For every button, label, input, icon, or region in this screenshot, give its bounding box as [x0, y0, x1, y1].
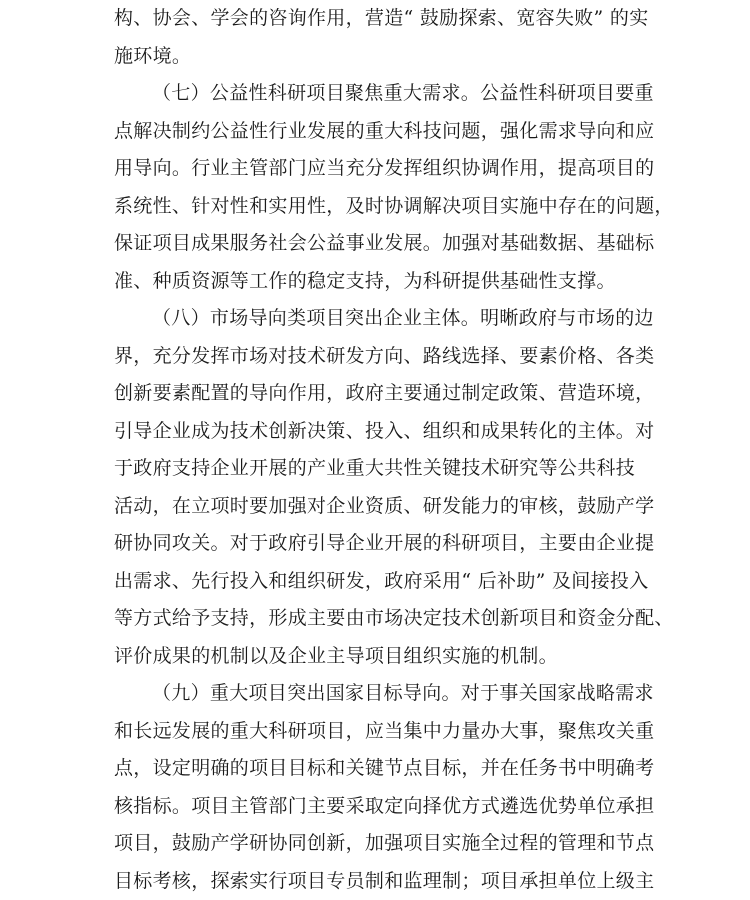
paragraph-heading-line: （八）市场导向类项目突出企业主体。明晰政府与市场的边 — [114, 300, 654, 338]
text-line: 活动，在立项时要加强对企业资质、研发能力的审核，鼓励产学 — [114, 488, 654, 526]
text-line: 和长远发展的重大科研项目，应当集中力量办大事，聚焦攻关重 — [114, 713, 654, 751]
paragraph-continuation — [114, 0, 654, 75]
text-line: 构、协会、学会的咨询作用，营造“ 鼓励探索、宽容失败” 的实 — [114, 0, 654, 38]
text-line: 保证项目成果服务社会公益事业发展。加强对基础数据、基础标 — [114, 225, 654, 263]
text-line: 点，设定明确的项目目标和关键节点目标，并在任务书中明确考 — [114, 750, 654, 788]
paragraph-heading-line: （七）公益性科研项目聚焦重大需求。公益性科研项目要重 — [114, 75, 654, 113]
text-line: 项目，鼓励产学研协同创新，加强项目实施全过程的管理和节点 — [114, 825, 654, 863]
text-line: 评价成果的机制以及企业主导项目组织实施的机制。 — [114, 638, 654, 676]
text-line: 点解决制约公益性行业发展的重大科技问题，强化需求导向和应 — [114, 113, 654, 151]
text-line: 核指标。项目主管部门主要采取定向择优方式遴选优势单位承担 — [114, 788, 654, 826]
text-line: 出需求、先行投入和组织研发，政府采用“ 后补助” 及间接投入 — [114, 563, 654, 601]
paragraph-heading-line: （九）重大项目突出国家目标导向。对于事关国家战略需求 — [114, 675, 654, 713]
text-line: 用导向。行业主管部门应当充分发挥组织协调作用，提高项目的 — [114, 150, 654, 188]
text-line: 准、种质资源等工作的稳定支持，为科研提供基础性支撑。 — [114, 263, 654, 301]
text-line: 施环境。 — [114, 38, 654, 76]
document-body — [114, 0, 654, 900]
text-line: 引导企业成为技术创新决策、投入、组织和成果转化的主体。对 — [114, 413, 654, 451]
paragraph-8 — [114, 300, 654, 675]
text-line: 研协同攻关。对于政府引导企业开展的科研项目，主要由企业提 — [114, 525, 654, 563]
text-line: 创新要素配置的导向作用，政府主要通过制定政策、营造环境， — [114, 375, 654, 413]
paragraph-9 — [114, 675, 654, 900]
text-line: 目标考核，探索实行项目专员制和监理制；项目承担单位上级主 — [114, 863, 654, 900]
text-line: 界，充分发挥市场对技术研发方向、路线选择、要素价格、各类 — [114, 338, 654, 376]
paragraph-7 — [114, 75, 654, 300]
text-line: 等方式给予支持，形成主要由市场决定技术创新项目和资金分配、 — [114, 600, 654, 638]
text-line: 系统性、针对性和实用性，及时协调解决项目实施中存在的问题， — [114, 188, 654, 226]
text-line: 于政府支持企业开展的产业重大共性关键技术研究等公共科技 — [114, 450, 654, 488]
